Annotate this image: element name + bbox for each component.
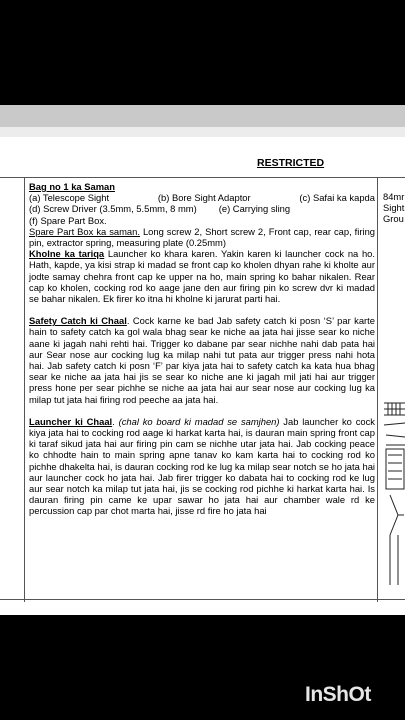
table-border-mid: [377, 177, 378, 602]
document-page: [0, 105, 405, 615]
video-letterbox-top: [0, 0, 405, 105]
header-subband: [0, 127, 405, 137]
table-border-top: [0, 177, 405, 178]
right-text-3: Grou: [383, 213, 404, 225]
right-text-2: Sight: [383, 202, 405, 214]
spare-box-text: Long screw 2, Short screw 2, Front cap, rear cap, firing pin, extractor spring, measuring plate (0.25mm): [29, 225, 376, 249]
bag-item-b: (b) Bore Sight Adaptor: [157, 192, 251, 204]
bag-items-row-2: [29, 203, 375, 214]
kholne-title: Kholne ka tariqa: [29, 248, 105, 260]
bag-item-c: (c) Safai ka kapda: [299, 192, 375, 204]
kholne-text: Launcher ko khara karen. Yakin karen ki launcher cock na ho. Hath, kapde, ya kisi strap ki madad se front cap ko kholen dhyan rahe ki kholte aur jodte samay chehra front cap ke upper na ho, main spring ko bahar nikalen. Rear cap ko kholen, cocking rod ko aage jane den aur firing pin ko screw dvr ki madad se bahar nikalen. Ek firer ko itna hi kholne ki jarurat parti hai.: [29, 248, 375, 305]
bag-item-d: (d) Screw Driver (3.5mm, 5.5mm, 8 mm): [29, 203, 197, 215]
bag-items-row-1: [29, 192, 375, 203]
bag-item-e: (e) Carrying sling: [218, 203, 291, 215]
table-border-left: [24, 177, 25, 602]
launcher-note: (chal ko board ki madad se samjhen): [118, 415, 280, 427]
bag-item-f: (f) Spare Part Box.: [29, 214, 107, 226]
table-border-bottom: [0, 599, 405, 600]
launcher-diagram-fragment: [380, 385, 405, 605]
classification-label: RESTRICTED: [257, 157, 325, 169]
inshot-watermark: InShOt: [305, 683, 371, 706]
launcher-text: Jab launcher ko cock kiya jata hai to cocking rod aage ki harkat karta hai, is dauran main spring front cap ki taraf sikud jata hai aur firing pin cam se nichhe utar jata hai. Jab cocking peace ko chhodte hain to main spring apne tanav ko kam karta hai to cocking rod ko pichhe dhakelta hai, is dauran cocking rod ke lug ka milap sear notch se ho jata hai aur launcher cock ho jata hai. Jab firer trigger ko dabata hai to cocking rod ke lug aur sear notch ka milap tut jata hai, jis se cocking rod pichhe ki harkat karta hai. Is dauran firing pin came ke upar sawar ho jata hai aur chamber wale rd ke percussion cap par chot marta hai, jisse rd fire ho jata hai: [29, 415, 375, 517]
header-band: [0, 105, 405, 127]
bag-title: Bag no 1 ka Saman: [29, 181, 115, 192]
right-cell: [383, 191, 405, 225]
right-text-1: 84mr: [383, 191, 405, 202]
main-cell: Bag no 1 ka Saman (a) Telescope Sight (b) Bore Sight Adaptor (c) Safai ka kapda (d) Screw Driver (3.5mm, 5.5mm, 8 mm) (e) Carrying sling (f) Spare Part Box. Spare Part Box ka saman. Long screw 2, Short screw 2, Front cap, rear cap, firing pin, extractor spring, measuring plate (0.25mm) Kholne ka tariqa Launcher ko khara karen. Yakin karen ki launcher cock na ho. Hath, kapde, ya kisi strap ki madad se front cap ko kholen dhyan rahe ki kholte aur jodte samay chehra front cap ke upper na ho, main spring ko bahar nikalen. Rear cap ko kholen, cocking rod ko aage jane den aur firing pin ko screw dvr ki madad se bahar nikalen. Ek firer ko itna hi kholne ki jarurat parti hai. Safety Catch ki Chaal. Cock karne ke bad Jab safety catch ki posn ‘S’ par karte hain to safety catch ka gol wala bhag sear ke niche aa jata hai jisse sear ko niche aane ki jagah nahi rehti hai. Trigger ko dabane par sear nichhe nahi dab pata hai aur Sear nose aur cocking lug ka milap nahi tut pata aur trigger press nahi hota hai. Jab safety catch ki posn ‘F’ par kiya jata hai to safety catch ka kata hua bhag sear ke niche aa jata hai jis se sear ko niche ane ki jagah mil jati hai aur trigger press hone per sear pichhe se niche aa jata hai aur sear nose aur cocking lug ka milap tut jata hai firing rod peeche aa jata hai. Launcher ki Chaal. (chal ko board ki madad se samjhen) Jab launcher ko cock kiya jata hai to cocking rod aage ki harkat karta hai, is dauran main spring front cap ki taraf sikud jata hai aur firing pin cam se nichhe utar jata hai. Jab cocking peace ko chhodte hain to main spring apne tanav ko kam karta hai to cocking rod ko pichhe dhakelta hai, is dauran cocking rod ke lug ka milap sear notch se ho jata hai aur launcher cock ho jata hai. Jab firer trigger ko dabata hai to cocking rod ke lug aur sear notch ka milap tut jata hai, jis se cocking rod pichhe ki harkat karta hai. Is dauran firing pin came ke upar sawar ho jata hai aur chamber wale rd ke percussion cap par chot marta hai, jisse rd fire ho jata hai: [29, 181, 376, 517]
safety-text: . Cock karne ke bad Jab safety catch ki posn ‘S’ par karte hain to safety catch ka gol wala bhag sear ke niche aa jata hai jisse sear ko niche aane ki jagah nahi rehti hai. Trigger ko dabane par sear nichhe nahi dab pata hai aur Sear nose aur cocking lug ka milap nahi tut pata aur trigger press nahi hota hai. Jab safety catch ki posn ‘F’ par kiya jata hai to safety catch ka kata hua bhag sear ke niche aa jata hai jis se sear ko niche ane ki jagah mil jati hai aur trigger press hone per sear pichhe se niche aa jata hai aur sear nose aur cocking lug ka milap tut jata hai firing rod peeche aa jata hai.: [29, 315, 376, 405]
spare-box-label: Spare Part Box ka saman.: [29, 225, 140, 237]
launcher-title: Launcher ki Chaal: [29, 415, 113, 427]
bag-item-a: (a) Telescope Sight: [29, 192, 110, 204]
safety-title: Safety Catch ki Chaal: [29, 315, 127, 327]
